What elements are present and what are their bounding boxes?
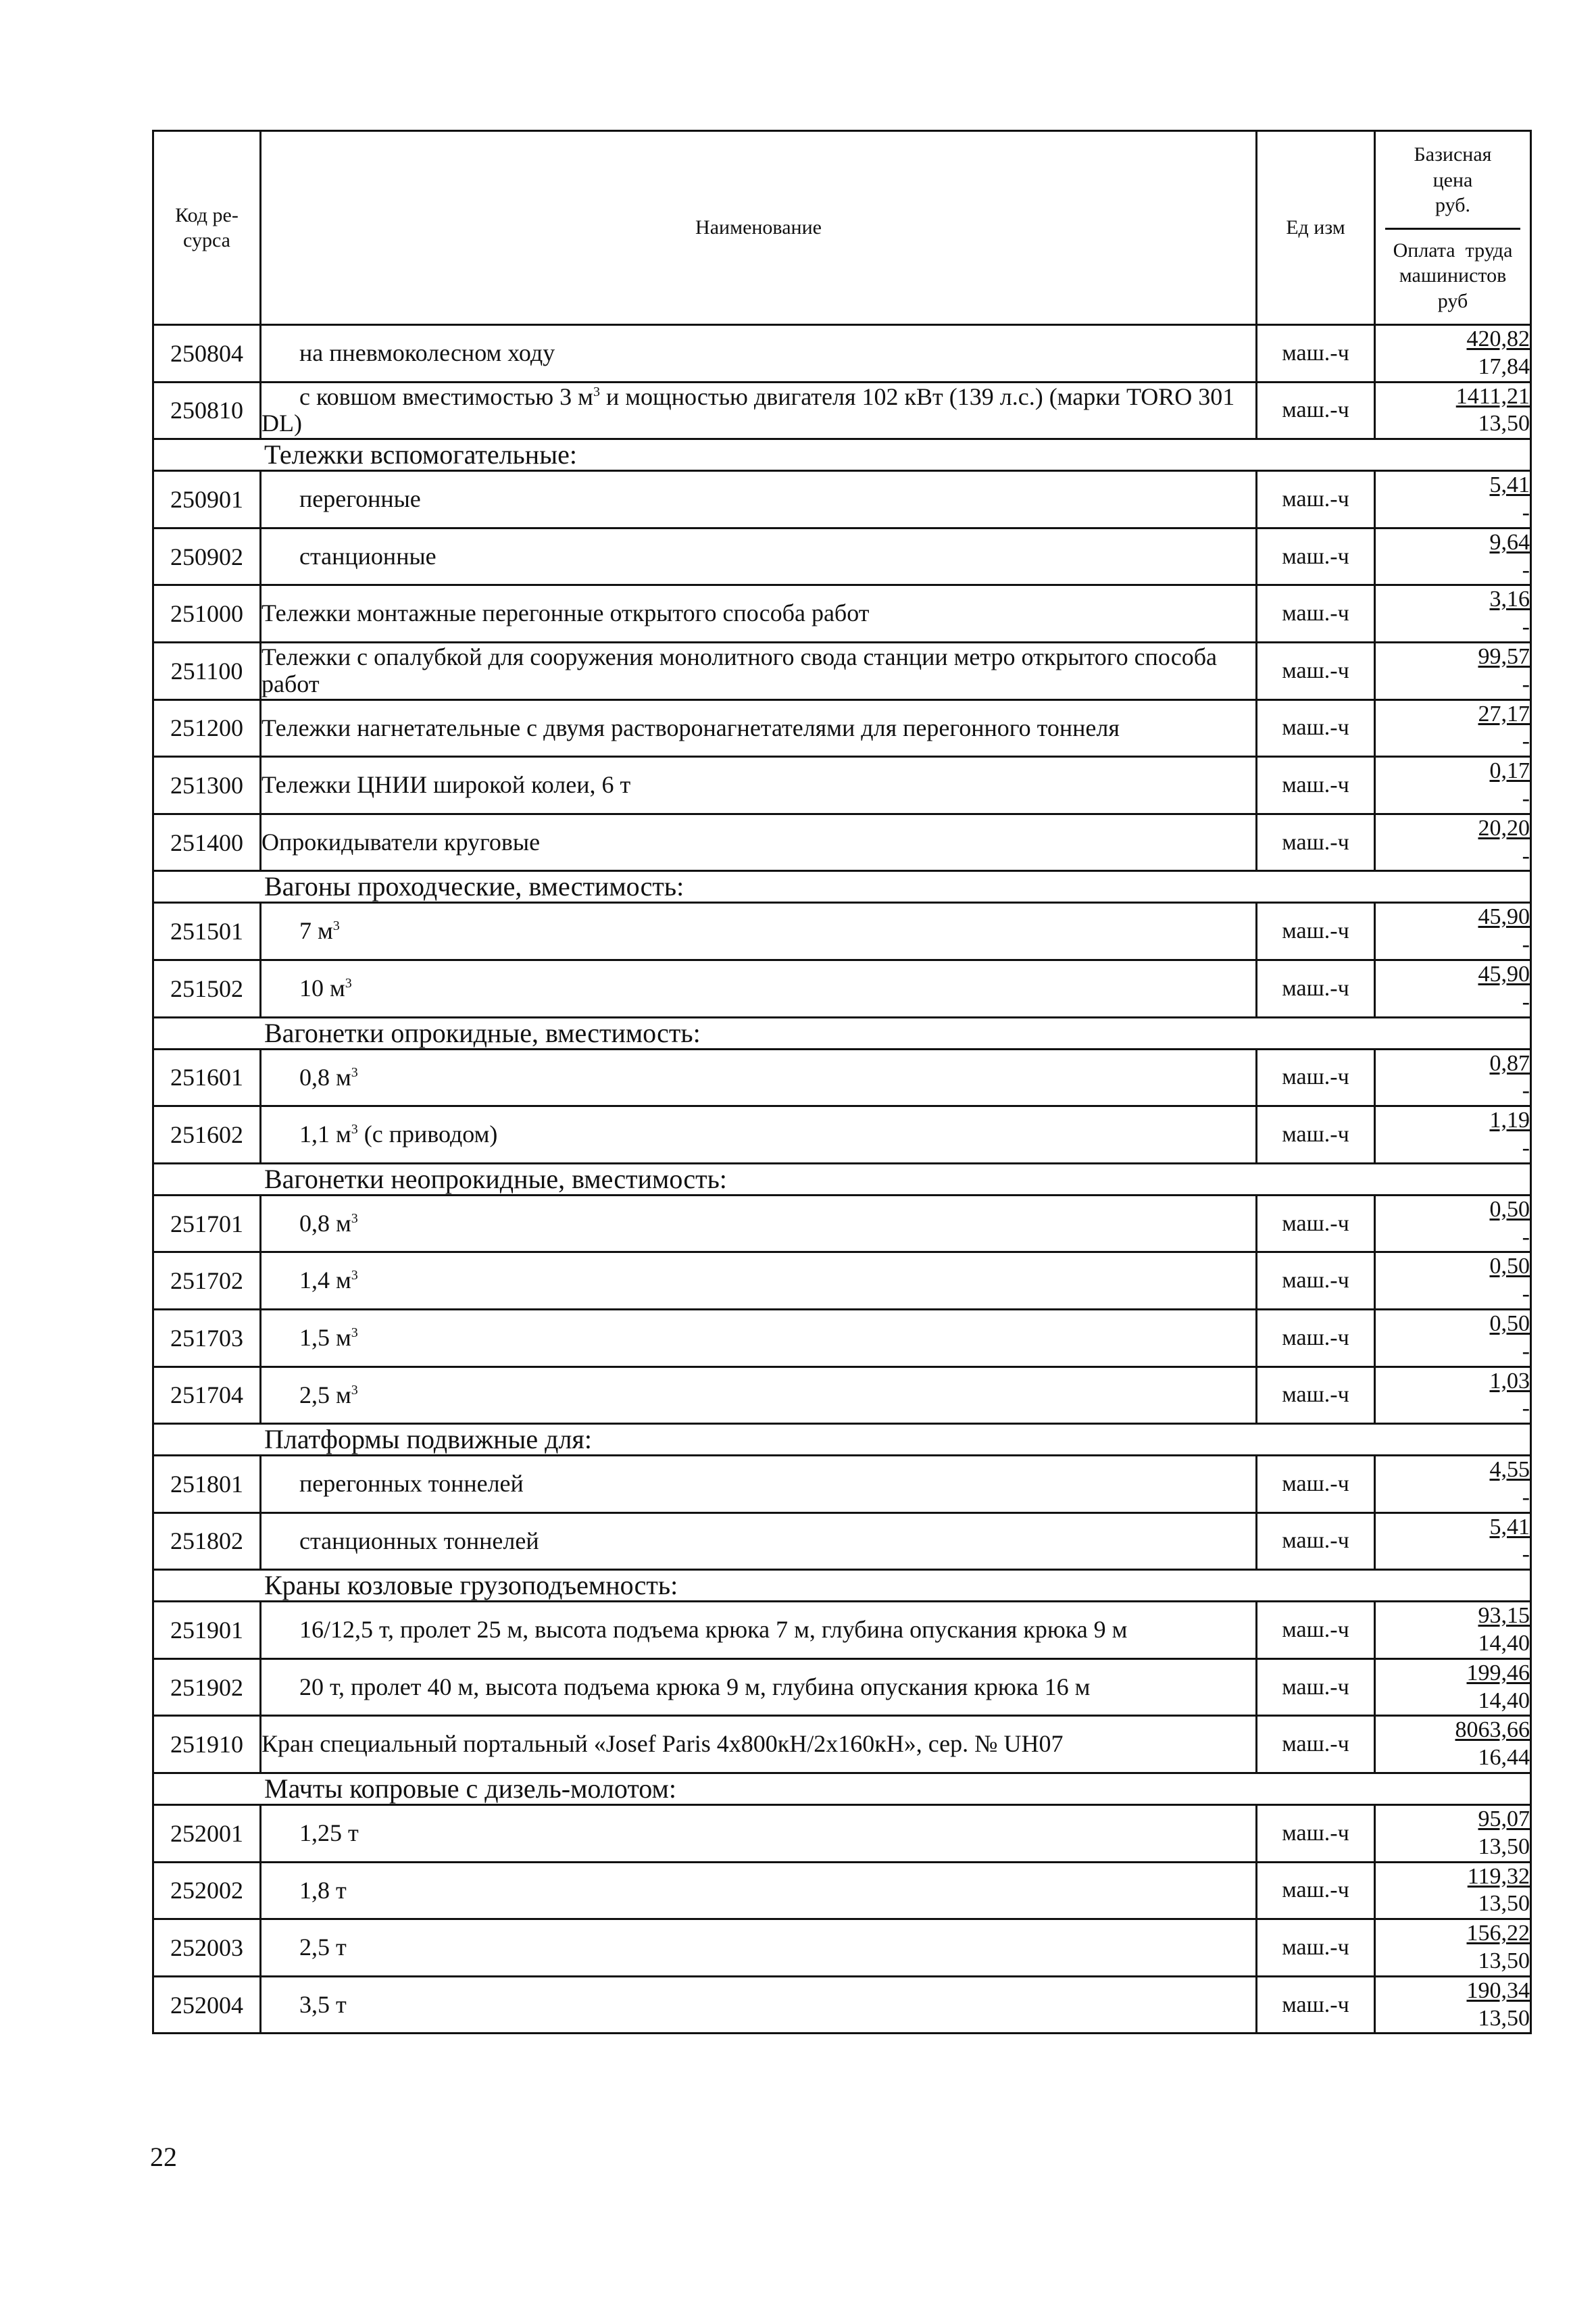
operator-wage: - xyxy=(1522,1078,1530,1104)
header-price-line1: Базисная xyxy=(1414,143,1492,166)
resource-name xyxy=(261,325,1257,383)
header-price-line2: цена xyxy=(1432,168,1473,191)
unit-of-measure: маш.-ч xyxy=(1257,1195,1375,1252)
superscript: 3 xyxy=(351,1268,358,1283)
unit-of-measure: маш.-ч xyxy=(1257,1252,1375,1310)
resource-name-text: 10 $м^3$ xyxy=(299,974,352,1002)
price-cell xyxy=(1375,1195,1531,1252)
resource-name xyxy=(261,1602,1257,1659)
resource-name xyxy=(261,1049,1257,1106)
section-title: Мачты копровые с дизель-молотом: xyxy=(153,1773,1531,1805)
operator-wage: 13,50 xyxy=(1478,411,1530,437)
operator-wage: - xyxy=(1522,1224,1530,1250)
unit-of-measure: маш.-ч xyxy=(1257,471,1375,528)
resource-name xyxy=(261,1805,1257,1863)
resource-code: 251501 xyxy=(153,903,261,960)
table-row xyxy=(153,903,1531,960)
section-header-row xyxy=(153,1424,1531,1456)
header-code-line2: сурса xyxy=(183,229,230,251)
operator-wage: - xyxy=(1522,989,1530,1014)
resource-name xyxy=(261,1976,1257,2034)
table-row xyxy=(153,1602,1531,1659)
price-cell xyxy=(1375,642,1531,699)
operator-wage: - xyxy=(1522,557,1530,583)
section-header-row xyxy=(153,1017,1531,1049)
resource-name xyxy=(261,1658,1257,1716)
resource-name xyxy=(261,1309,1257,1367)
price-cell xyxy=(1375,1805,1531,1863)
price-cell xyxy=(1375,814,1531,871)
unit-of-measure: маш.-ч xyxy=(1257,1602,1375,1659)
operator-wage: 16,44 xyxy=(1478,1745,1530,1771)
resource-price-table xyxy=(152,130,1532,2034)
base-price: 420,82 xyxy=(1466,326,1530,351)
resource-code: 251703 xyxy=(153,1309,261,1367)
header-wage-line1: Оплата труда xyxy=(1393,239,1513,262)
resource-code: 250810 xyxy=(153,382,261,439)
table-row xyxy=(153,1716,1531,1773)
resource-code: 251901 xyxy=(153,1602,261,1659)
resource-name-text: Тележки нагнетательные с двумя растворонагнетателями для перегонного тоннеля xyxy=(261,714,1120,741)
superscript: 3 xyxy=(593,384,600,399)
unit-of-measure: маш.-ч xyxy=(1257,528,1375,585)
operator-wage: 13,50 xyxy=(1478,1833,1530,1859)
table-row xyxy=(153,1456,1531,1513)
table-row xyxy=(153,1805,1531,1863)
operator-wage: - xyxy=(1522,1135,1530,1160)
superscript: 3 xyxy=(351,1210,358,1226)
operator-wage: - xyxy=(1522,1338,1530,1364)
unit-of-measure: маш.-ч xyxy=(1257,1862,1375,1919)
resource-name xyxy=(261,699,1257,757)
operator-wage: - xyxy=(1522,729,1530,754)
resource-code: 252001 xyxy=(153,1805,261,1863)
section-title: Краны козловые грузоподъемность: xyxy=(153,1570,1531,1602)
table-row xyxy=(153,1049,1531,1106)
operator-wage: 17,84 xyxy=(1478,353,1530,379)
base-price: 8063,66 xyxy=(1455,1717,1530,1743)
resource-name xyxy=(261,903,1257,960)
unit-of-measure: маш.-ч xyxy=(1257,1049,1375,1106)
unit-of-measure: маш.-ч xyxy=(1257,757,1375,814)
base-price: 199,46 xyxy=(1466,1660,1530,1685)
resource-code: 252004 xyxy=(153,1976,261,2034)
base-price: 5,41 xyxy=(1489,472,1530,498)
operator-wage: - xyxy=(1522,671,1530,697)
table-row xyxy=(153,757,1531,814)
section-title: Вагонетки опрокидные, вместимость: xyxy=(153,1017,1531,1049)
operator-wage: - xyxy=(1522,1542,1530,1567)
base-price: 0,17 xyxy=(1489,758,1530,784)
operator-wage: 13,50 xyxy=(1478,1948,1530,1974)
base-price: 1411,21 xyxy=(1455,383,1530,409)
table-row xyxy=(153,1106,1531,1164)
resource-name-text: с ковшом вместимостью 3 $м^3$ и мощностью двигателя 102 кВт (139 л.с.) (марки TORO 301 DL) xyxy=(261,383,1235,437)
base-price: 119,32 xyxy=(1467,1863,1530,1889)
base-price: 3,16 xyxy=(1489,587,1530,612)
section-header-row xyxy=(153,1163,1531,1195)
unit-of-measure: маш.-ч xyxy=(1257,325,1375,383)
unit-of-measure: маш.-ч xyxy=(1257,814,1375,871)
table-row xyxy=(153,585,1531,643)
table-row xyxy=(153,960,1531,1017)
header-wage-line3: руб xyxy=(1437,289,1468,312)
resource-name-text: 16/12,5 т, пролет 25 м, высота подъема крюка 7 м, глубина опускания крюка 9 м xyxy=(299,1616,1128,1644)
base-price: 156,22 xyxy=(1466,1921,1530,1946)
operator-wage: - xyxy=(1522,1281,1530,1307)
base-price: 27,17 xyxy=(1478,701,1530,727)
resource-name-text: станционных тоннелей xyxy=(299,1527,539,1554)
resource-name-text: 2,5 $м^3$ xyxy=(299,1381,358,1408)
unit-of-measure: маш.-ч xyxy=(1257,1512,1375,1570)
unit-of-measure: маш.-ч xyxy=(1257,960,1375,1017)
operator-wage: - xyxy=(1522,614,1530,640)
resource-code: 251701 xyxy=(153,1195,261,1252)
table-row xyxy=(153,642,1531,699)
resource-name xyxy=(261,1252,1257,1310)
resource-code: 251300 xyxy=(153,757,261,814)
resource-name xyxy=(261,1456,1257,1513)
unit-of-measure: маш.-ч xyxy=(1257,1919,1375,1977)
unit-of-measure: маш.-ч xyxy=(1257,642,1375,699)
table-row xyxy=(153,1195,1531,1252)
base-price: 0,87 xyxy=(1489,1050,1530,1076)
resource-code: 250901 xyxy=(153,471,261,528)
resource-name-text: 1,1 $м^3$ (с приводом) xyxy=(299,1121,498,1148)
resource-name-text: 1,5 $м^3$ xyxy=(299,1323,358,1351)
section-header-row xyxy=(153,871,1531,903)
superscript: 3 xyxy=(345,975,352,991)
resource-code: 250902 xyxy=(153,528,261,585)
price-cell xyxy=(1375,1367,1531,1424)
unit-of-measure: маш.-ч xyxy=(1257,1367,1375,1424)
resource-code: 251902 xyxy=(153,1658,261,1716)
table-row xyxy=(153,1976,1531,2034)
price-cell xyxy=(1375,1862,1531,1919)
unit-of-measure: маш.-ч xyxy=(1257,699,1375,757)
unit-of-measure: маш.-ч xyxy=(1257,1976,1375,2034)
section-header-row xyxy=(153,1570,1531,1602)
operator-wage: - xyxy=(1522,785,1530,811)
superscript: 3 xyxy=(351,1122,358,1137)
table-row xyxy=(153,814,1531,871)
resource-name-text: 1,4 $м^3$ xyxy=(299,1266,358,1294)
resource-name xyxy=(261,1716,1257,1773)
price-cell xyxy=(1375,1658,1531,1716)
table-row xyxy=(153,1862,1531,1919)
unit-of-measure: маш.-ч xyxy=(1257,903,1375,960)
section-title: Вагонетки неопрокидные, вместимость: xyxy=(153,1163,1531,1195)
superscript: 3 xyxy=(351,1382,358,1398)
table-row xyxy=(153,1658,1531,1716)
resource-code: 250804 xyxy=(153,325,261,383)
price-cell xyxy=(1375,528,1531,585)
price-cell xyxy=(1375,1456,1531,1513)
table-body xyxy=(153,325,1531,2034)
resource-name xyxy=(261,471,1257,528)
resource-code: 252002 xyxy=(153,1862,261,1919)
base-price: 0,50 xyxy=(1489,1196,1530,1222)
base-price: 190,34 xyxy=(1466,1977,1530,2003)
unit-of-measure: маш.-ч xyxy=(1257,585,1375,643)
resource-name-text: перегонных тоннелей xyxy=(299,1470,524,1498)
table-header xyxy=(153,131,1531,325)
unit-of-measure: маш.-ч xyxy=(1257,1716,1375,1773)
resource-name-text: Тележки монтажные перегонные открытого способа работ xyxy=(261,599,870,627)
header-wage-line2: машинистов xyxy=(1399,264,1507,287)
resource-name-text: станционные xyxy=(299,542,437,570)
section-title: Вагоны проходческие, вместимость: xyxy=(153,871,1531,903)
unit-of-measure: маш.-ч xyxy=(1257,1658,1375,1716)
price-cell xyxy=(1375,1512,1531,1570)
operator-wage: - xyxy=(1522,1396,1530,1421)
section-header-row xyxy=(153,439,1531,471)
price-cell xyxy=(1375,1309,1531,1367)
base-price: 1,03 xyxy=(1489,1368,1530,1394)
resource-name xyxy=(261,1106,1257,1164)
price-cell xyxy=(1375,757,1531,814)
resource-code: 251704 xyxy=(153,1367,261,1424)
price-cell xyxy=(1375,1716,1531,1773)
resource-name-text: 3,5 т xyxy=(299,1990,347,2018)
resource-name-text: Тележки ЦНИИ широкой колеи, 6 т xyxy=(261,771,631,799)
table-row xyxy=(153,528,1531,585)
operator-wage: - xyxy=(1522,1484,1530,1510)
header-unit: Ед изм xyxy=(1257,131,1375,325)
resource-name-text: Тележки с опалубкой для сооружения монолитного свода станции метро открытого способа работ xyxy=(261,643,1218,697)
price-cell xyxy=(1375,471,1531,528)
base-price: 5,41 xyxy=(1489,1514,1530,1540)
resource-code: 251802 xyxy=(153,1512,261,1570)
page-number: 22 xyxy=(150,2142,177,2172)
price-cell xyxy=(1375,585,1531,643)
table-row xyxy=(153,325,1531,383)
resource-code: 252003 xyxy=(153,1919,261,1977)
table-row xyxy=(153,699,1531,757)
resource-name-text: 1,25 т xyxy=(299,1819,359,1847)
table-row xyxy=(153,1512,1531,1570)
header-code xyxy=(153,131,261,325)
price-cell xyxy=(1375,1106,1531,1164)
resource-code: 251702 xyxy=(153,1252,261,1310)
resource-code: 251400 xyxy=(153,814,261,871)
resource-name xyxy=(261,960,1257,1017)
unit-of-measure: маш.-ч xyxy=(1257,1106,1375,1164)
resource-name-text: Кран специальный портальный «Josef Paris 4х800кН/2х160кН», сер. № UH07 xyxy=(261,1730,1064,1758)
resource-name xyxy=(261,528,1257,585)
price-cell xyxy=(1375,903,1531,960)
unit-of-measure: маш.-ч xyxy=(1257,382,1375,439)
resource-code: 251801 xyxy=(153,1456,261,1513)
resource-name xyxy=(261,1862,1257,1919)
price-cell xyxy=(1375,325,1531,383)
resource-name xyxy=(261,1195,1257,1252)
price-cell xyxy=(1375,382,1531,439)
superscript: 3 xyxy=(351,1064,358,1080)
superscript: 3 xyxy=(351,1325,358,1340)
resource-name xyxy=(261,382,1257,439)
resource-name-text: 20 т, пролет 40 м, высота подъема крюка 9 м, глубина опускания крюка 16 м xyxy=(299,1673,1091,1700)
price-cell xyxy=(1375,699,1531,757)
section-title: Платформы подвижные для: xyxy=(153,1424,1531,1456)
base-price: 4,55 xyxy=(1489,1457,1530,1483)
section-title: Тележки вспомогательные: xyxy=(153,439,1531,471)
operator-wage: 14,40 xyxy=(1478,1631,1530,1656)
resource-code: 251100 xyxy=(153,642,261,699)
price-cell xyxy=(1375,1252,1531,1310)
price-cell xyxy=(1375,1976,1531,2034)
price-cell xyxy=(1375,1049,1531,1106)
operator-wage: - xyxy=(1522,843,1530,868)
price-cell xyxy=(1375,960,1531,1017)
unit-of-measure: маш.-ч xyxy=(1257,1456,1375,1513)
resource-name xyxy=(261,1919,1257,1977)
operator-wage: 14,40 xyxy=(1478,1688,1530,1713)
operator-wage: - xyxy=(1522,932,1530,958)
table-row xyxy=(153,1309,1531,1367)
resource-name-text: 0,8 $м^3$ xyxy=(299,1063,358,1091)
base-price: 0,50 xyxy=(1489,1254,1530,1279)
header-base-price xyxy=(1385,142,1520,230)
resource-code: 251000 xyxy=(153,585,261,643)
table-row xyxy=(153,471,1531,528)
base-price: 9,64 xyxy=(1489,529,1530,555)
resource-name-text: 1,8 т xyxy=(299,1876,347,1904)
resource-name xyxy=(261,757,1257,814)
superscript: 3 xyxy=(332,918,340,934)
base-price: 20,20 xyxy=(1478,815,1530,841)
table-row xyxy=(153,1252,1531,1310)
section-header-row xyxy=(153,1773,1531,1805)
base-price: 0,50 xyxy=(1489,1310,1530,1336)
base-price: 99,57 xyxy=(1478,643,1530,669)
resource-code: 251602 xyxy=(153,1106,261,1164)
header-name: Наименование xyxy=(261,131,1257,325)
resource-code: 251200 xyxy=(153,699,261,757)
resource-code: 251601 xyxy=(153,1049,261,1106)
resource-code: 251910 xyxy=(153,1716,261,1773)
unit-of-measure: маш.-ч xyxy=(1257,1805,1375,1863)
table-row xyxy=(153,1919,1531,1977)
base-price: 45,90 xyxy=(1478,904,1530,930)
resource-name xyxy=(261,585,1257,643)
resource-name xyxy=(261,814,1257,871)
resource-name-text: 0,8 $м^3$ xyxy=(299,1209,358,1237)
resource-name xyxy=(261,642,1257,699)
operator-wage: 13,50 xyxy=(1478,1891,1530,1917)
resource-name xyxy=(261,1512,1257,1570)
resource-name-text: на пневмоколесном ходу xyxy=(299,339,555,366)
resource-name-text: 7 $м^3$ xyxy=(299,917,340,945)
table-row xyxy=(153,1367,1531,1424)
operator-wage: - xyxy=(1522,499,1530,525)
header-price-line3: руб. xyxy=(1435,194,1470,216)
header-code-line1: Код ре- xyxy=(175,203,239,226)
price-cell xyxy=(1375,1919,1531,1977)
resource-name-text: Опрокидыватели круговые xyxy=(261,828,541,856)
resource-name xyxy=(261,1367,1257,1424)
price-cell xyxy=(1375,1602,1531,1659)
base-price: 1,19 xyxy=(1489,1108,1530,1133)
resource-name-text: 2,5 т xyxy=(299,1934,347,1961)
table-row xyxy=(153,382,1531,439)
operator-wage: 13,50 xyxy=(1478,2005,1530,2031)
base-price: 95,07 xyxy=(1478,1806,1530,1832)
header-wage xyxy=(1381,230,1524,314)
base-price: 45,90 xyxy=(1478,961,1530,987)
header-price xyxy=(1375,131,1531,325)
base-price: 93,15 xyxy=(1478,1603,1530,1629)
resource-name-text: перегонные xyxy=(299,485,421,513)
unit-of-measure: маш.-ч xyxy=(1257,1309,1375,1367)
resource-code: 251502 xyxy=(153,960,261,1017)
